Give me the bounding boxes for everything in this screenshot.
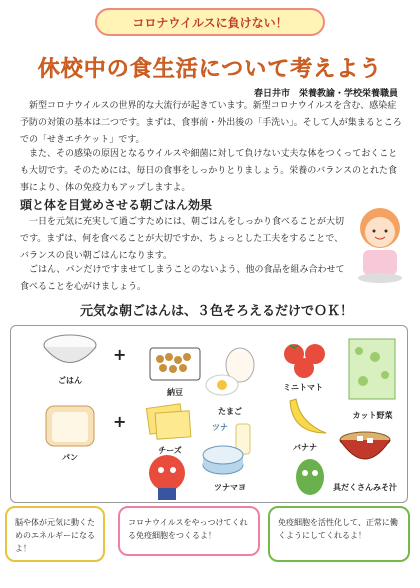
intro-paragraph-2: また、その感染の原因となるウイルスや細菌に対して負けない丈夫な体をつくっておくことも大切です。そのためには、毎日の食事をしっかりとりましょう。栄養のバランスのとれた食事により、体の免疫力もアップしますよ。: [20, 149, 398, 193]
food-natto: 納豆: [167, 388, 183, 397]
activate-bubble-text: 免疫細胞を活性化して、正常に働くようにしてくれるよ！: [278, 518, 398, 540]
food-mini-tomato: ミニトマト: [283, 383, 323, 392]
top-banner: [95, 8, 325, 36]
food-cut-vegetables: カット野菜: [352, 411, 393, 420]
food-tuna-mayo: ツナマヨ: [214, 483, 246, 492]
food-cheese: チーズ: [158, 446, 182, 455]
food-miso-soup: 具だくさんみそ汁: [333, 483, 397, 492]
tuna-can-label: ツナ: [212, 423, 228, 432]
section-heading: 頭と体を目覚めさせる朝ごはん効果: [20, 198, 213, 212]
intro-paragraph-1: 新型コロナウイルスの世界的な大流行が起きています。新型コロナウイルスを含む、感染症予防の対策の基本は二つです。まずは、食事前・外出後の「手洗い」。そして人が集まるところでの「せきエチケット」です。: [20, 101, 402, 145]
plus-icon: +: [113, 412, 127, 431]
energy-bubble-text: 脳や体が元気に動くためのエネルギーになるよ！: [15, 518, 95, 553]
rice-bowl-icon: [40, 333, 100, 373]
egg-icon: [200, 345, 260, 400]
green-character-icon: [288, 455, 333, 500]
immune-cell-bubble-text: コロナウイルスをやっつけてくれる免疫細胞をつくるよ！: [128, 518, 248, 540]
slogan: 元気な朝ごはんは、３色そろえるだけでＯＫ！: [80, 304, 354, 319]
body-paragraph-2: ごはん、パンだけですませてしまうことのないよう、他の食品を組み合わせて食べることを心がけましょう。: [20, 265, 345, 292]
cut-vegetables-icon: [345, 335, 400, 405]
food-egg: たまご: [218, 407, 242, 416]
bread-icon: [40, 398, 100, 448]
natto-icon: [145, 343, 205, 383]
girl-eating-icon: [345, 200, 415, 285]
author: 春日井市 栄養教諭・学校栄養職員: [253, 89, 398, 99]
activate-bubble: [268, 506, 410, 562]
tomato-character-icon: [140, 448, 195, 503]
food-rice: ごはん: [58, 376, 82, 385]
page-title: 休校中の食生活について考えよう: [37, 57, 383, 82]
food-bread: パン: [62, 453, 78, 462]
mini-tomato-icon: [280, 338, 330, 378]
banana-icon: [282, 395, 332, 440]
plus-icon: +: [113, 345, 127, 364]
food-banana: バナナ: [293, 443, 317, 452]
body-paragraph-1: 一日を元気に充実して過ごすためには、朝ごはんをしっかり食べることが大切です。まずは、何を食べることが大切ですか、ちょっとした工夫をすることで、バランスの良い朝ごはんになります。: [20, 217, 345, 261]
energy-bubble: [5, 506, 105, 562]
cheese-icon: [140, 400, 200, 445]
immune-cell-bubble: [118, 506, 260, 556]
miso-soup-icon: [335, 428, 395, 478]
banner-text: コロナウイルスに負けない！: [132, 15, 288, 30]
